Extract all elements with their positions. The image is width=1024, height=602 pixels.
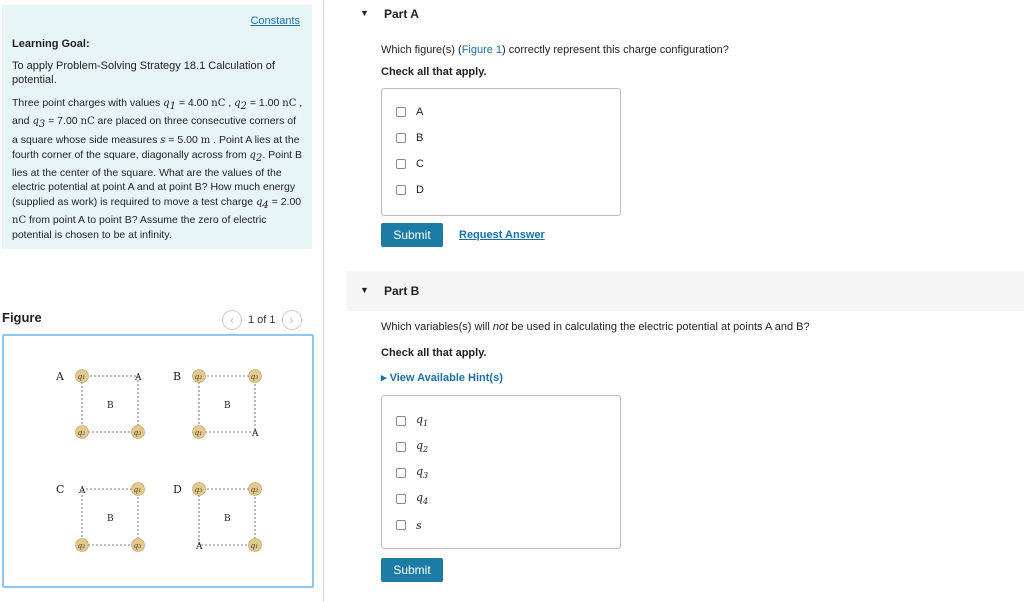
charge-label-q3: q₃ [194,485,203,494]
var-symbol: q [416,491,424,505]
q2-subscript: 2 [240,101,247,113]
part-a-check-all: Check all that apply. [381,66,487,78]
point-a-label: A [252,429,259,439]
option-label: B [416,132,424,144]
point-a-label: A [196,542,203,552]
figure-image [2,334,314,588]
part-b-options [381,395,621,549]
charge-label-q2: q₂ [194,372,203,381]
q2b-symbol: q [249,149,256,161]
var-subscript: 2 [423,445,429,455]
q1-symbol: q [163,98,170,109]
left-column [0,0,324,602]
checkbox[interactable] [396,520,406,530]
option-label: D [416,184,424,196]
part-a-question-pre: Which figure(s) ( [381,44,462,56]
q4-subscript: 4 [262,199,269,211]
collapse-triangle-icon[interactable]: ▼ [360,285,369,295]
intro-panel [2,5,312,249]
q4-symbol: q [255,196,263,208]
s-symbol: s [160,134,166,146]
problem-text-3: . Point A lies at the fourth corner of the square, diagonally across from [12,133,300,161]
checkbox[interactable] [396,442,406,452]
checkbox[interactable] [396,416,406,426]
learning-goal-text: To apply Problem-Solving Strategy 18.1 Calculation of potential. [12,60,275,86]
constants-link[interactable]: Constants [250,15,300,27]
part-a-question-post: ) correctly represent this charge configuration? [502,44,729,56]
var-subscript: 4 [423,497,429,507]
s-value: = 5.00 [165,133,201,146]
var-symbol: s [416,518,422,532]
collapse-triangle-icon[interactable]: ▼ [360,8,369,18]
problem-statement [12,96,304,242]
charge-label-q1: q₁ [250,541,259,550]
q3-unit: nC [80,116,95,128]
part-b-question [381,321,810,333]
learning-goal-title: Learning Goal: [12,38,90,50]
problem-text-2: are placed on three consecutive corners of a square whose side measures [12,115,297,146]
part-a-submit-button[interactable]: Submit [381,223,443,247]
charge-label-q3: q₃ [133,541,142,550]
q1-subscript: 1 [169,101,176,113]
q2-symbol: q [234,98,241,109]
option-label [416,465,428,480]
var-subscript: 1 [423,419,429,429]
option-q3[interactable] [396,466,428,480]
option-q4[interactable] [396,492,428,506]
q4-value: = 2.00 [268,195,302,208]
center-point-label: B [224,401,231,411]
checkbox[interactable] [396,159,406,169]
part-a-title: Part A [384,7,419,21]
charge-label-q2: q₂ [77,541,86,550]
figure-title: Figure [2,310,42,325]
part-a-options [381,88,621,216]
center-point-label: B [107,401,114,411]
option-label: A [416,106,424,118]
caret-right-icon: ▸ [381,372,390,384]
checkbox[interactable] [396,468,406,478]
sep-1: , [225,97,235,109]
prev-figure-button[interactable]: ‹ [222,310,242,330]
option-label [416,413,428,428]
option-label [416,491,428,506]
checkbox[interactable] [396,133,406,143]
panel-letter-b: B [173,370,182,383]
var-symbol: q [416,439,424,453]
sep-2: , and [12,97,303,128]
q2-unit: nC [282,98,297,109]
checkbox[interactable] [396,494,406,504]
option-q1[interactable] [396,414,428,428]
option-label [416,519,422,532]
part-b-question-post: be used in calculating the electric potential at points A and B? [508,321,810,333]
request-answer-link[interactable]: Request Answer [459,229,545,241]
problem-text-4: . Point B lies at the center of the square. What are the values of the electric potential at point A and at point B? How much energy (supplied as work) is required to move a test charge [12,148,303,208]
option-label: C [416,158,424,170]
part-a-header[interactable] [346,0,1024,36]
charge-label-q3: q₃ [250,372,259,381]
q2-value: = 1.00 [246,97,283,109]
part-b-submit-button[interactable]: Submit [381,558,443,582]
checkbox[interactable] [396,107,406,117]
figure-1-link[interactable]: Figure 1 [461,44,503,56]
charge-configurations-diagram [4,336,312,586]
view-hints-link[interactable] [381,371,503,384]
var-symbol: q [416,465,424,479]
part-a-question [381,44,729,56]
option-q2[interactable] [396,440,428,454]
s-unit: m [200,134,211,146]
point-a-label: A [135,373,142,383]
q1-unit: nC [211,98,226,109]
checkbox[interactable] [396,185,406,195]
next-figure-button[interactable]: › [282,310,302,330]
q3-value: = 7.00 [45,115,81,128]
q3-subscript: 3 [38,119,46,131]
problem-text-1: Three point charges with values [12,97,164,109]
option-label [416,439,428,454]
option-b[interactable] [396,131,423,145]
option-d[interactable] [396,183,424,197]
pager-text: 1 of 1 [248,314,276,326]
charge-label-q3: q₃ [133,428,142,437]
figure-pager [222,310,302,330]
charge-label-q1: q₁ [194,428,203,437]
center-point-label: B [224,514,231,524]
q1-value: = 4.00 [175,97,212,109]
option-c[interactable] [396,157,424,171]
part-b-question-pre: Which variables(s) will [381,321,493,333]
var-subscript: 3 [423,471,429,481]
charge-label-q2: q₂ [250,485,259,494]
part-b-title: Part B [384,284,420,298]
option-s[interactable] [396,518,422,532]
panel-letter-c: C [56,483,65,496]
problem-text-5: from point A to point B? Assume the zero of electric potential is chosen to be at infinity. [12,213,267,241]
part-b-check-all: Check all that apply. [381,347,487,359]
part-b-question-em: not [492,321,509,333]
q4-unit: nC [12,214,27,226]
q3-symbol: q [32,116,39,128]
hint-label: View Available Hint(s) [389,372,503,384]
charge-label-q2: q₂ [77,428,86,437]
charge-label-q1: q₁ [133,485,142,494]
panel-letter-d: D [173,483,182,496]
var-symbol: q [416,413,424,427]
center-point-label: B [107,514,114,524]
option-a[interactable] [396,105,423,119]
panel-letter-a: A [56,370,64,383]
point-a-label: A [79,486,86,496]
charge-label-q1: q₁ [77,372,86,381]
q2b-subscript: 2 [255,152,263,164]
part-b-header[interactable] [346,271,1024,311]
